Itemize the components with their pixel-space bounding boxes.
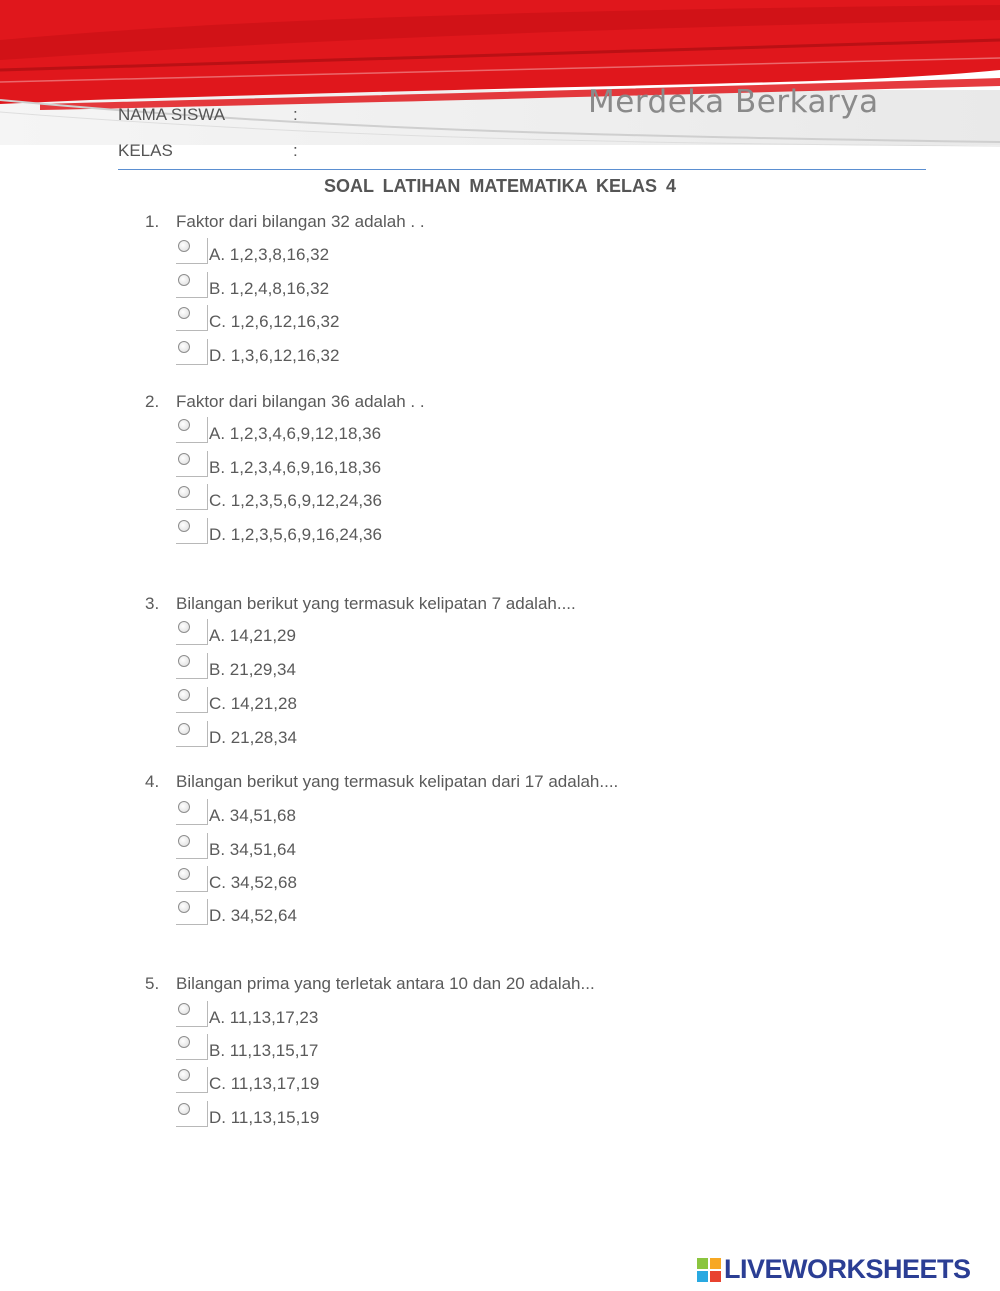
question-text: Bilangan berikut yang termasuk kelipatan 7 adalah.... — [176, 594, 576, 613]
student-name-colon: : — [293, 105, 298, 124]
option-label: A. 11,13,17,23 — [209, 1008, 319, 1027]
class-field — [118, 141, 298, 161]
option-label: A. 1,2,3,4,6,9,12,18,36 — [209, 424, 382, 443]
option-label: D. 11,13,15,19 — [209, 1108, 320, 1127]
option-label: B. 21,29,34 — [209, 660, 296, 679]
option-a[interactable] — [176, 1001, 476, 1029]
option-d[interactable] — [176, 899, 476, 927]
option-label: B. 1,2,4,8,16,32 — [209, 279, 330, 298]
question-number: 1. — [145, 212, 160, 231]
question-number: 5. — [145, 974, 160, 993]
radio-button-icon[interactable] — [178, 723, 190, 735]
option-a[interactable] — [176, 417, 476, 445]
option-label: C. 14,21,28 — [209, 694, 297, 713]
class-label: KELAS — [118, 141, 173, 160]
option-b[interactable] — [176, 833, 476, 861]
header-divider — [118, 169, 926, 170]
option-b[interactable] — [176, 653, 476, 681]
option-label: B. 1,2,3,4,6,9,16,18,36 — [209, 458, 382, 477]
radio-button-icon[interactable] — [178, 453, 190, 465]
logo-wordmark: LIVEWORKSHEETS — [724, 1254, 971, 1284]
option-c[interactable] — [176, 687, 476, 715]
question-number: 3. — [145, 594, 160, 613]
student-name-label: NAMA SISWA — [118, 105, 226, 124]
question-number: 2. — [145, 392, 160, 411]
option-d[interactable] — [176, 339, 476, 367]
question-text: Bilangan prima yang terletak antara 10 dan 20 adalah... — [176, 974, 595, 993]
option-c[interactable] — [176, 484, 476, 512]
option-label: B. 34,51,64 — [209, 840, 296, 859]
option-d[interactable] — [176, 721, 476, 749]
option-a[interactable] — [176, 619, 476, 647]
option-label: D. 1,2,3,5,6,9,16,24,36 — [209, 525, 382, 544]
question-text: Bilangan berikut yang termasuk kelipatan dari 17 adalah.... — [176, 772, 619, 791]
radio-button-icon[interactable] — [178, 419, 190, 431]
question-number: 4. — [145, 772, 160, 791]
option-a[interactable] — [176, 238, 476, 266]
radio-button-icon[interactable] — [178, 689, 190, 701]
radio-button-icon[interactable] — [178, 341, 190, 353]
radio-button-icon[interactable] — [178, 1069, 190, 1081]
liveworksheets-logo[interactable] — [697, 1254, 997, 1284]
radio-button-icon[interactable] — [178, 1036, 190, 1048]
option-label: D. 21,28,34 — [209, 728, 297, 747]
student-name-field — [118, 105, 298, 125]
option-d[interactable] — [176, 518, 476, 546]
option-label: D. 1,3,6,12,16,32 — [209, 346, 340, 365]
question-text: Faktor dari bilangan 36 adalah . . — [176, 392, 425, 411]
liveworksheets-logo-icon — [697, 1258, 721, 1282]
option-label: C. 1,2,3,5,6,9,12,24,36 — [209, 491, 382, 510]
banner-slogan: Merdeka Berkarya — [588, 84, 879, 120]
option-label: A. 1,2,3,8,16,32 — [209, 245, 330, 264]
radio-button-icon[interactable] — [178, 801, 190, 813]
option-b[interactable] — [176, 451, 476, 479]
option-label: A. 14,21,29 — [209, 626, 296, 645]
option-label: D. 34,52,64 — [209, 906, 297, 925]
radio-button-icon[interactable] — [178, 655, 190, 667]
radio-button-icon[interactable] — [178, 1103, 190, 1115]
radio-button-icon[interactable] — [178, 868, 190, 880]
radio-button-icon[interactable] — [178, 520, 190, 532]
option-c[interactable] — [176, 866, 476, 894]
radio-button-icon[interactable] — [178, 621, 190, 633]
option-c[interactable] — [176, 1067, 476, 1095]
option-label: C. 1,2,6,12,16,32 — [209, 312, 340, 331]
radio-button-icon[interactable] — [178, 835, 190, 847]
option-c[interactable] — [176, 305, 476, 333]
radio-button-icon[interactable] — [178, 1003, 190, 1015]
option-d[interactable] — [176, 1101, 476, 1129]
worksheet-title: SOAL LATIHAN MATEMATIKA KELAS 4 — [324, 176, 676, 196]
option-label: C. 34,52,68 — [209, 873, 297, 892]
option-b[interactable] — [176, 1034, 476, 1062]
radio-button-icon[interactable] — [178, 240, 190, 252]
radio-button-icon[interactable] — [178, 901, 190, 913]
radio-button-icon[interactable] — [178, 486, 190, 498]
radio-button-icon[interactable] — [178, 307, 190, 319]
option-label: B. 11,13,15,17 — [209, 1041, 319, 1060]
option-label: C. 11,13,17,19 — [209, 1074, 320, 1093]
option-label: A. 34,51,68 — [209, 806, 296, 825]
option-a[interactable] — [176, 799, 476, 827]
radio-button-icon[interactable] — [178, 274, 190, 286]
class-colon: : — [293, 141, 298, 160]
option-b[interactable] — [176, 272, 476, 300]
question-text: Faktor dari bilangan 32 adalah . . — [176, 212, 425, 231]
